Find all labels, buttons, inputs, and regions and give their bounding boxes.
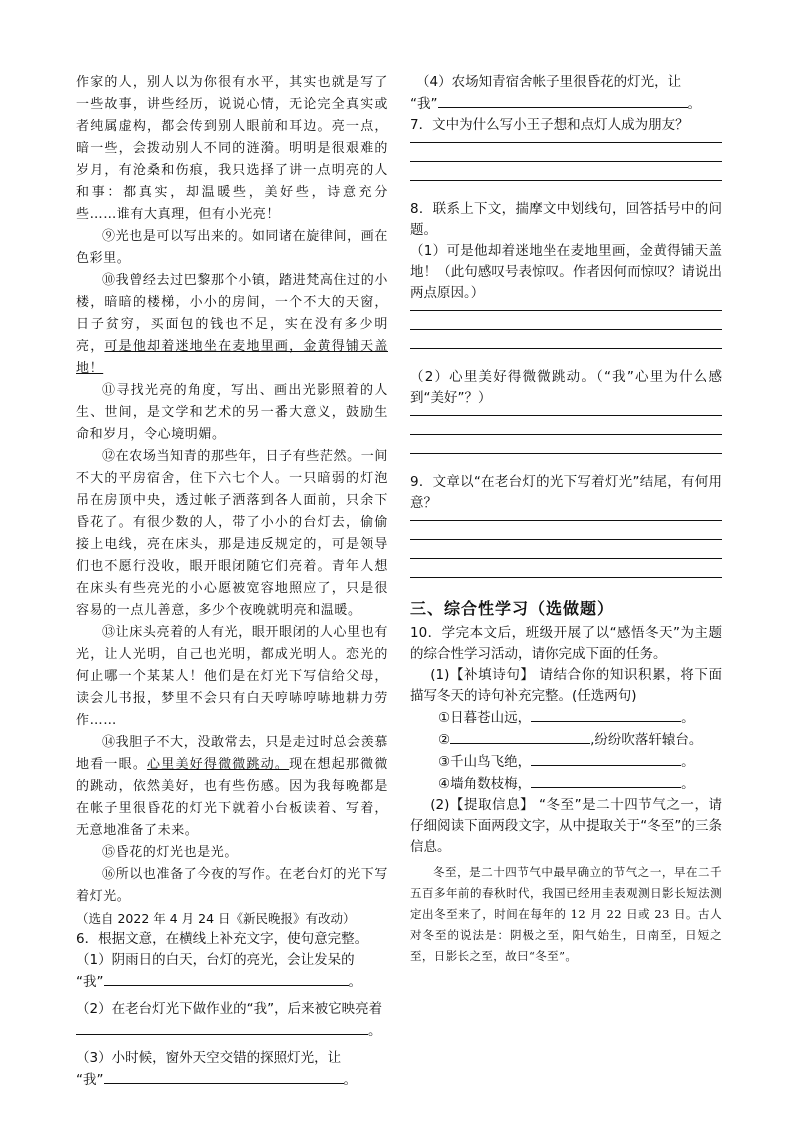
poem-2-text: ,纷纷吹落轩辕台。 <box>590 732 703 748</box>
answer-line[interactable] <box>410 453 722 454</box>
question-8-1: （1）可是他却着迷地坐在麦地里画，金黄得铺天盖地！（此句感叹号表惊叹。作者因何而惊叹？请说出两点原因。） <box>410 243 722 301</box>
answer-line[interactable] <box>410 180 722 181</box>
poem-blank-1[interactable] <box>531 707 681 722</box>
answer-line[interactable] <box>410 434 722 435</box>
dongzhi-passage: 冬至，是二十四节气中最早确立的节气之一，早在二千五百多年前的春秋时代，我国已经用圭表观测日影长短法测定出冬至来了，时间在每年的 12 月 22 日或 23 日。古人对冬至的说法是：阴极之至，阳气始生，日南至，日短之至，日影长之至，故曰“冬至”。 <box>410 865 722 963</box>
underlined-sentence-2: 心里美好得微微跳动。 <box>147 757 290 772</box>
wo-label: “我” <box>76 974 104 990</box>
answer-line[interactable] <box>410 329 722 330</box>
answer-lines-8-2 <box>410 415 722 454</box>
period: 。 <box>681 710 695 726</box>
right-column <box>410 72 722 967</box>
question-6-2-answer: 。 <box>76 1020 388 1042</box>
poem-3-text: ③千山鸟飞绝， <box>438 754 532 770</box>
answer-lines-7 <box>410 142 722 181</box>
poem-line-3 <box>410 751 722 773</box>
answer-blank-6-3[interactable] <box>104 1069 344 1084</box>
question-6-3-answer: “我” 。 <box>76 1069 388 1091</box>
question-6-4: （4）农场知青宿舍帐子里很昏花的灯光，让 <box>416 74 682 90</box>
poem-4-text: ④墙角数枝梅， <box>438 776 532 792</box>
answer-line[interactable] <box>410 558 722 559</box>
wo-label: “我” <box>410 96 438 112</box>
passage-paragraph-11: ⑪寻找光亮的角度，写出、画出光影照着的人生、世间，是文学和艺术的另一番大意义，鼓励生命和岁月，令心境明媚。 <box>76 383 388 442</box>
passage-paragraph-14 <box>76 732 388 842</box>
source-note: （选自 2022 年 4 月 24 日《新民晚报》有改动） <box>76 911 356 926</box>
passage-paragraph-16: ⑯所以也准备了今夜的写作。在老台灯的光下写着灯光。 <box>76 867 388 904</box>
question-6-1-answer: “我” 。 <box>76 971 388 993</box>
poem-blank-3[interactable] <box>531 751 681 766</box>
section-3-title: 三、综合性学习（选做题） <box>410 599 615 618</box>
poem-blank-2[interactable] <box>450 729 590 744</box>
question-9: 9．文章以“在老台灯的光下写着灯光”结尾，有何用意？ <box>410 474 722 511</box>
passage-paragraph-9: ⑨光也是可以写出来的。如同诸在旋律间，画在色彩里。 <box>76 229 388 266</box>
left-column <box>76 72 388 1091</box>
poem-line-1 <box>410 707 722 729</box>
period: 。 <box>681 776 695 792</box>
question-6: 6．根据文意，在横线上补充文字，使句意完整。 <box>76 931 369 947</box>
question-10-2: (2)【提取信息】 “冬至”是二十四节气之一，请仔细阅读下面两段文字，从中提取关于“冬至”的三条信息。 <box>410 797 722 855</box>
paragraph-14-text-b: 现在想起那微微的跳动，依然美好，也有些伤感。因为我每晚都是在帐子里很昏花的灯光下就着小台板读着、写着，无意地准备了未来。 <box>76 757 388 838</box>
answer-lines-9 <box>410 520 722 578</box>
answer-line[interactable] <box>410 415 722 416</box>
question-6-1: （1）阴雨日的白天，台灯的亮光，会让发呆的 <box>76 952 355 968</box>
passage-paragraph-13: ⑬让床头亮着的人有光，眼开眼闭的人心里也有光，让人光明，自己也光明，都成光明人。恋光的何止哪一个某某人！他们是在灯光下写信给父母，读会儿书报，梦里不会只有白天哼哧哼哧地耕力劳作…… <box>76 625 388 728</box>
answer-blank-6-2[interactable] <box>76 1020 368 1035</box>
question-10-1: (1)【补填诗句】 请结合你的知识积累，将下面描写冬天的诗句补充完整。(任选两句) <box>410 667 722 704</box>
question-8-2: （2）心里美好得微微跳动。（“我”心里为什么感到“美好”？） <box>410 369 722 406</box>
question-10: 10．学完本文后，班级开展了以“感悟冬天”为主题的综合性学习活动，请你完成下面的任务。 <box>410 625 722 662</box>
answer-blank-6-1[interactable] <box>104 971 349 986</box>
answer-line[interactable] <box>410 161 722 162</box>
poem-1-text: ①日暮苍山远， <box>438 710 532 726</box>
answer-line[interactable] <box>410 539 722 540</box>
passage-paragraph-10 <box>76 270 388 380</box>
poem-blank-4[interactable] <box>531 773 681 788</box>
question-6-2: （2）在老台灯光下做作业的“我”，后来被它映亮着 <box>76 1001 383 1017</box>
answer-line[interactable] <box>410 520 722 521</box>
passage-paragraph-15: ⑮昏花的灯光也是光。 <box>102 845 239 860</box>
question-6-3: （3）小时候，窗外天空交错的探照灯光，让 <box>76 1050 342 1066</box>
wo-label: “我” <box>76 1072 104 1088</box>
period: 。 <box>681 754 695 770</box>
question-7: 7．文中为什么写小王子想和点灯人成为朋友？ <box>410 117 689 133</box>
answer-lines-8-1 <box>410 310 722 349</box>
question-8: 8．联系上下文，揣摩文中划线句，回答括号中的问题。 <box>410 201 722 238</box>
passage-paragraph-12: ⑫在农场当知青的那些年，日子有些茫然。一间不大的平房宿舍，住下六七个人。一只暗弱的灯泡吊在房顶中央，透过帐子洒落到各人面前，只余下昏花了。有很少数的人，带了小小的台灯去，偷偷接上电线，亮在床头，那是违反规定的，可是领导们也不愿行没收，眼开眼闭随它们亮着。青年人想在床头有些亮光的小心愿被宽容地照应了，只是很容易的一点儿善意，多少个夜晚就明亮和温暖。 <box>76 449 388 618</box>
answer-line[interactable] <box>410 310 722 311</box>
poem-line-4 <box>410 773 722 795</box>
answer-blank-6-4[interactable] <box>438 93 688 108</box>
answer-line[interactable] <box>410 142 722 143</box>
question-6-4-answer: “我” 。 <box>410 93 722 115</box>
passage-paragraph-intro: 作家的人，别人以为你很有水平，其实也就是写了一些故事，讲些经历，说说心情，无论完全真实或者纯属虚构，都会传到别人眼前和耳边。亮一点，暗一些，会拨动别人不同的涟漪。明明是很艰难的岁月，有沧桑和伤痕，我只选择了讲一点明亮的人和事：都真实，却温暖些，美好些，诗意充分些……谁有大真理，但有小光亮！ <box>76 75 388 222</box>
poem-line-2 <box>410 729 722 751</box>
answer-line[interactable] <box>410 577 722 578</box>
paragraph-14-text-a: ⑭我胆子不大，没敢常去，只是走过时总会羡慕地看一眼。 <box>76 735 388 772</box>
answer-line[interactable] <box>410 348 722 349</box>
paragraph-10-text: ⑩我曾经去过巴黎那个小镇，踏进梵高住过的小楼，暗暗的楼梯，小小的房间，一个不大的天窗，日子贫穷，买面包的钱也不足，实在没有多少明亮， <box>76 273 388 354</box>
underlined-sentence-1: 可是他却着迷地坐在麦地里画，金黄得铺天盖地！ <box>76 339 388 376</box>
poem-2-label: ② <box>438 732 451 748</box>
